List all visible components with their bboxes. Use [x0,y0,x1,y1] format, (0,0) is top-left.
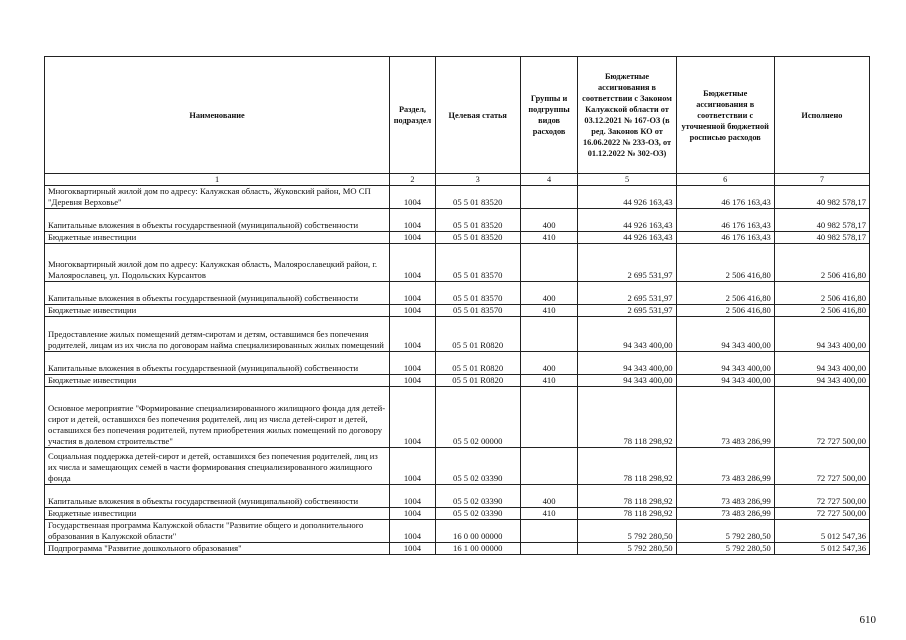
table-row [45,375,870,387]
row-group [520,186,578,209]
row-target: 05 5 01 R0820 [435,352,520,375]
row-section: 1004 [390,282,436,305]
column-number-row [45,174,870,186]
row-law-amount: 94 343 400,00 [578,317,676,352]
row-name: Капитальные вложения в объекты государственной (муниципальной) собственности [45,209,390,232]
row-law-amount: 2 695 531,97 [578,282,676,305]
row-name: Капитальные вложения в объекты государственной (муниципальной) собственности [45,352,390,375]
header-law-allocations: Бюджетные ассигнования в соответствии с Законом Калужской области от 03.12.2021 № 167-ОЗ (в ред. Законов КО от 16.06.2022 № 233-ОЗ, от 01.12.2022 № 302-ОЗ) [578,57,676,174]
row-target: 05 5 01 83520 [435,209,520,232]
column-number: 7 [774,174,869,186]
row-refined-amount: 73 483 286,99 [676,387,774,448]
header-groups: Группы и подгруппы видов расходов [520,57,578,174]
table-row [45,244,870,282]
row-law-amount: 78 118 298,92 [578,448,676,485]
row-group: 410 [520,375,578,387]
row-group: 400 [520,485,578,508]
column-number: 1 [45,174,390,186]
column-number: 2 [390,174,436,186]
row-refined-amount: 5 792 280,50 [676,520,774,543]
row-law-amount: 5 792 280,50 [578,543,676,555]
table-row [45,317,870,352]
row-refined-amount: 46 176 163,43 [676,209,774,232]
row-group: 400 [520,209,578,232]
row-executed-amount: 40 982 578,17 [774,209,869,232]
column-number: 6 [676,174,774,186]
row-section: 1004 [390,305,436,317]
budget-table-sheet [44,56,870,555]
row-refined-amount: 5 792 280,50 [676,543,774,555]
row-executed-amount: 2 506 416,80 [774,244,869,282]
row-name: Государственная программа Калужской области "Развитие общего и дополнительного образования в Калужской области" [45,520,390,543]
row-executed-amount: 40 982 578,17 [774,186,869,209]
row-section: 1004 [390,352,436,375]
row-name: Капитальные вложения в объекты государственной (муниципальной) собственности [45,282,390,305]
row-target: 16 0 00 00000 [435,520,520,543]
row-law-amount: 44 926 163,43 [578,186,676,209]
row-group: 400 [520,352,578,375]
table-row [45,352,870,375]
table-row [45,387,870,448]
row-executed-amount: 40 982 578,17 [774,232,869,244]
row-section: 1004 [390,543,436,555]
header-section: Раздел, подраздел [390,57,436,174]
row-name: Бюджетные инвестиции [45,508,390,520]
row-executed-amount: 72 727 500,00 [774,508,869,520]
row-group: 410 [520,508,578,520]
row-target: 05 5 02 03390 [435,485,520,508]
row-target: 05 5 01 R0820 [435,317,520,352]
row-section: 1004 [390,508,436,520]
row-refined-amount: 2 506 416,80 [676,244,774,282]
row-law-amount: 44 926 163,43 [578,209,676,232]
row-group: 410 [520,305,578,317]
row-name: Социальная поддержка детей-сирот и детей, оставшихся без попечения родителей, лиц из их числа и замещающих семей в части формирования специализированного жилищного фонда [45,448,390,485]
row-law-amount: 78 118 298,92 [578,485,676,508]
row-executed-amount: 5 012 547,36 [774,520,869,543]
row-name: Бюджетные инвестиции [45,305,390,317]
row-target: 16 1 00 00000 [435,543,520,555]
row-law-amount: 44 926 163,43 [578,232,676,244]
row-refined-amount: 73 483 286,99 [676,448,774,485]
row-name: Многоквартирный жилой дом по адресу: Калужская область, Жуковский район, МО СП "Деревня Верховье" [45,186,390,209]
row-refined-amount: 46 176 163,43 [676,186,774,209]
table-row [45,232,870,244]
row-target: 05 5 02 00000 [435,387,520,448]
row-section: 1004 [390,448,436,485]
row-law-amount: 2 695 531,97 [578,305,676,317]
table-row [45,508,870,520]
row-target: 05 5 01 R0820 [435,375,520,387]
row-group [520,520,578,543]
row-executed-amount: 2 506 416,80 [774,282,869,305]
row-group [520,448,578,485]
row-refined-amount: 94 343 400,00 [676,375,774,387]
column-number: 5 [578,174,676,186]
row-target: 05 5 01 83520 [435,232,520,244]
row-law-amount: 2 695 531,97 [578,244,676,282]
row-law-amount: 94 343 400,00 [578,352,676,375]
row-executed-amount: 72 727 500,00 [774,448,869,485]
row-section: 1004 [390,209,436,232]
table-row [45,282,870,305]
row-name: Основное мероприятие "Формирование специализированного жилищного фонда для детей-сирот и детей, оставшихся без попечения родителей, лиц из числа детей-сирот и детей, оставшихся без попечения родителей, путем приобретения жилых помещений по договору участия в долевом строительстве" [45,387,390,448]
row-target: 05 5 02 03390 [435,508,520,520]
row-section: 1004 [390,186,436,209]
row-group [520,543,578,555]
row-target: 05 5 01 83520 [435,186,520,209]
header-name: Наименование [45,57,390,174]
row-executed-amount: 5 012 547,36 [774,543,869,555]
row-law-amount: 94 343 400,00 [578,375,676,387]
row-refined-amount: 46 176 163,43 [676,232,774,244]
row-refined-amount: 73 483 286,99 [676,485,774,508]
row-name: Бюджетные инвестиции [45,375,390,387]
row-section: 1004 [390,387,436,448]
row-group [520,244,578,282]
table-header-row [45,57,870,174]
row-group: 410 [520,232,578,244]
row-executed-amount: 94 343 400,00 [774,375,869,387]
row-section: 1004 [390,520,436,543]
row-group [520,387,578,448]
row-section: 1004 [390,244,436,282]
row-target: 05 5 01 83570 [435,244,520,282]
row-target: 05 5 01 83570 [435,305,520,317]
row-target: 05 5 02 03390 [435,448,520,485]
row-group [520,317,578,352]
row-name: Подпрограмма "Развитие дошкольного образования" [45,543,390,555]
budget-table [44,56,870,555]
row-executed-amount: 94 343 400,00 [774,352,869,375]
row-section: 1004 [390,485,436,508]
row-law-amount: 5 792 280,50 [578,520,676,543]
row-executed-amount: 72 727 500,00 [774,387,869,448]
row-group: 400 [520,282,578,305]
header-target: Целевая статья [435,57,520,174]
row-section: 1004 [390,375,436,387]
row-target: 05 5 01 83570 [435,282,520,305]
row-law-amount: 78 118 298,92 [578,508,676,520]
row-executed-amount: 2 506 416,80 [774,305,869,317]
header-refined-allocations: Бюджетные ассигнования в соответствии с уточненной бюджетной росписью расходов [676,57,774,174]
row-executed-amount: 94 343 400,00 [774,317,869,352]
row-section: 1004 [390,317,436,352]
table-row [45,448,870,485]
table-row [45,186,870,209]
row-refined-amount: 94 343 400,00 [676,317,774,352]
row-name: Предоставление жилых помещений детям-сиротам и детям, оставшимся без попечения родителей, лицам из их числа по договорам найма специализированных жилых помещений [45,317,390,352]
column-number: 4 [520,174,578,186]
column-number: 3 [435,174,520,186]
table-row [45,543,870,555]
table-row [45,305,870,317]
table-row [45,209,870,232]
table-row [45,485,870,508]
header-executed: Исполнено [774,57,869,174]
row-refined-amount: 2 506 416,80 [676,282,774,305]
row-refined-amount: 94 343 400,00 [676,352,774,375]
row-refined-amount: 73 483 286,99 [676,508,774,520]
row-section: 1004 [390,232,436,244]
row-name: Бюджетные инвестиции [45,232,390,244]
row-name: Многоквартирный жилой дом по адресу: Калужская область, Малоярославецкий район, г. Малоярославец, ул. Подольских Курсантов [45,244,390,282]
page-number: 610 [859,614,876,626]
row-law-amount: 78 118 298,92 [578,387,676,448]
row-executed-amount: 72 727 500,00 [774,485,869,508]
row-name: Капитальные вложения в объекты государственной (муниципальной) собственности [45,485,390,508]
row-refined-amount: 2 506 416,80 [676,305,774,317]
table-row [45,520,870,543]
